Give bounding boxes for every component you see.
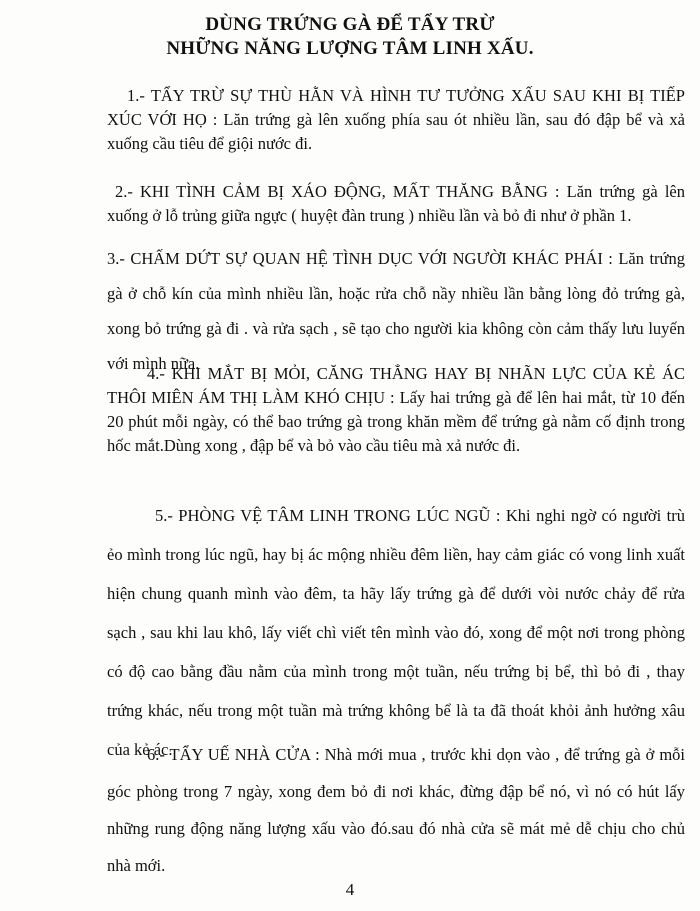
section-1-heading: 1.- TẨY TRỪ SỰ THÙ HẰN VÀ HÌNH TƯ TƯỞNG XẤU SAU KHI BỊ TIẾP XÚC VỚI HỌ : — [107, 86, 685, 129]
section-4-body: Lấy hai trứng gà để lên hai mắt, từ 10 đến 20 phút mỗi ngày, có thể bao trứng gà trong khăn mềm để trứng gà nằm cố định trong hốc mắt.Dùng xong , đập bể và bỏ vào cầu tiêu mà xả nước đi. — [107, 388, 685, 455]
section-4 — [107, 362, 685, 458]
section-3-heading: 3.- CHẤM DỨT SỰ QUAN HỆ TÌNH DỤC VỚI NGƯỜI KHÁC PHÁI : — [107, 249, 613, 268]
section-5 — [107, 496, 685, 769]
section-5-body: Khi nghi ngờ có người trù ẻo mình trong lúc ngũ, hay bị ác mộng nhiều đêm liền, hay cảm giác có vong linh xuất hiện chung quanh mình vào đêm, ta hãy lấy trứng gà để dưới vòi nước chảy để rửa sạch , sau khi lau khô, lấy viết chì viết tên mình vào đó, xong để một nơi trong phòng có độ cao bằng đầu nằm của mình trong một tuần, nếu trứng bị bể, thì bỏ đi , thay trứng khác, nếu trong một tuần mà trứng không bể là ta đã thoát khỏi ảnh hưởng xâu của kẻ ác. — [107, 506, 685, 759]
section-2-body: Lăn trứng gà lên xuống ở lỗ trủng giữa ngực ( huyệt đàn trung ) nhiều lần và bỏ đi như ở phần 1. — [107, 182, 685, 225]
section-3-body: Lăn trứng gà ở chỗ kín của mình nhiều lần, hoặc rửa chỗ nầy nhiều lần bằng lòng đỏ trứng gà, xong bỏ trứng gà đi . và rửa sạch , sẽ tạo cho người kia không còn cảm thấy lưu luyến với mình nữa. — [107, 249, 685, 373]
section-1-body: Lăn trứng gà lên xuống phía sau ót nhiều lần, sau đó đập bể và xả xuống cầu tiêu để giội nước đi. — [107, 110, 686, 153]
section-2 — [107, 180, 685, 228]
section-6-heading: 6.- TẨY UẾ NHÀ CỬA : — [147, 745, 320, 764]
section-2-heading: 2.- KHI TÌNH CẢM BỊ XÁO ĐỘNG, MẤT THĂNG BẰNG : — [115, 182, 560, 201]
section-5-heading: 5.- PHÒNG VỆ TÂM LINH TRONG LÚC NGŨ : — [155, 506, 501, 525]
section-6 — [107, 736, 685, 884]
section-3 — [107, 241, 685, 381]
document-title-line-1: DÙNG TRỨNG GÀ ĐỂ TẨY TRỪ — [205, 14, 495, 35]
document-title-line-2: NHỮNG NĂNG LƯỢNG TÂM LINH XẤU. — [166, 38, 534, 59]
section-1 — [107, 84, 685, 156]
section-4-heading: 4.- KHI MẮT BỊ MỎI, CĂNG THẲNG HAY BỊ NHÃN LỰC CỦA KẺ ÁC THÔI MIÊN ÁM THỊ LÀM KHÓ CHỊU : — [107, 364, 685, 407]
page-number: 4 — [345, 880, 355, 899]
section-6-body: Nhà mới mua , trước khi dọn vào , để trứng gà ở mỗi góc phòng trong 7 ngày, xong đem bỏ đi nơi khác, đừng đập bể nó, vì nó có hút lấy những rung động năng lượng xấu vào đó.sau đó nhà cửa sẽ mát mẻ dễ chịu cho chủ nhà mới. — [107, 745, 685, 875]
